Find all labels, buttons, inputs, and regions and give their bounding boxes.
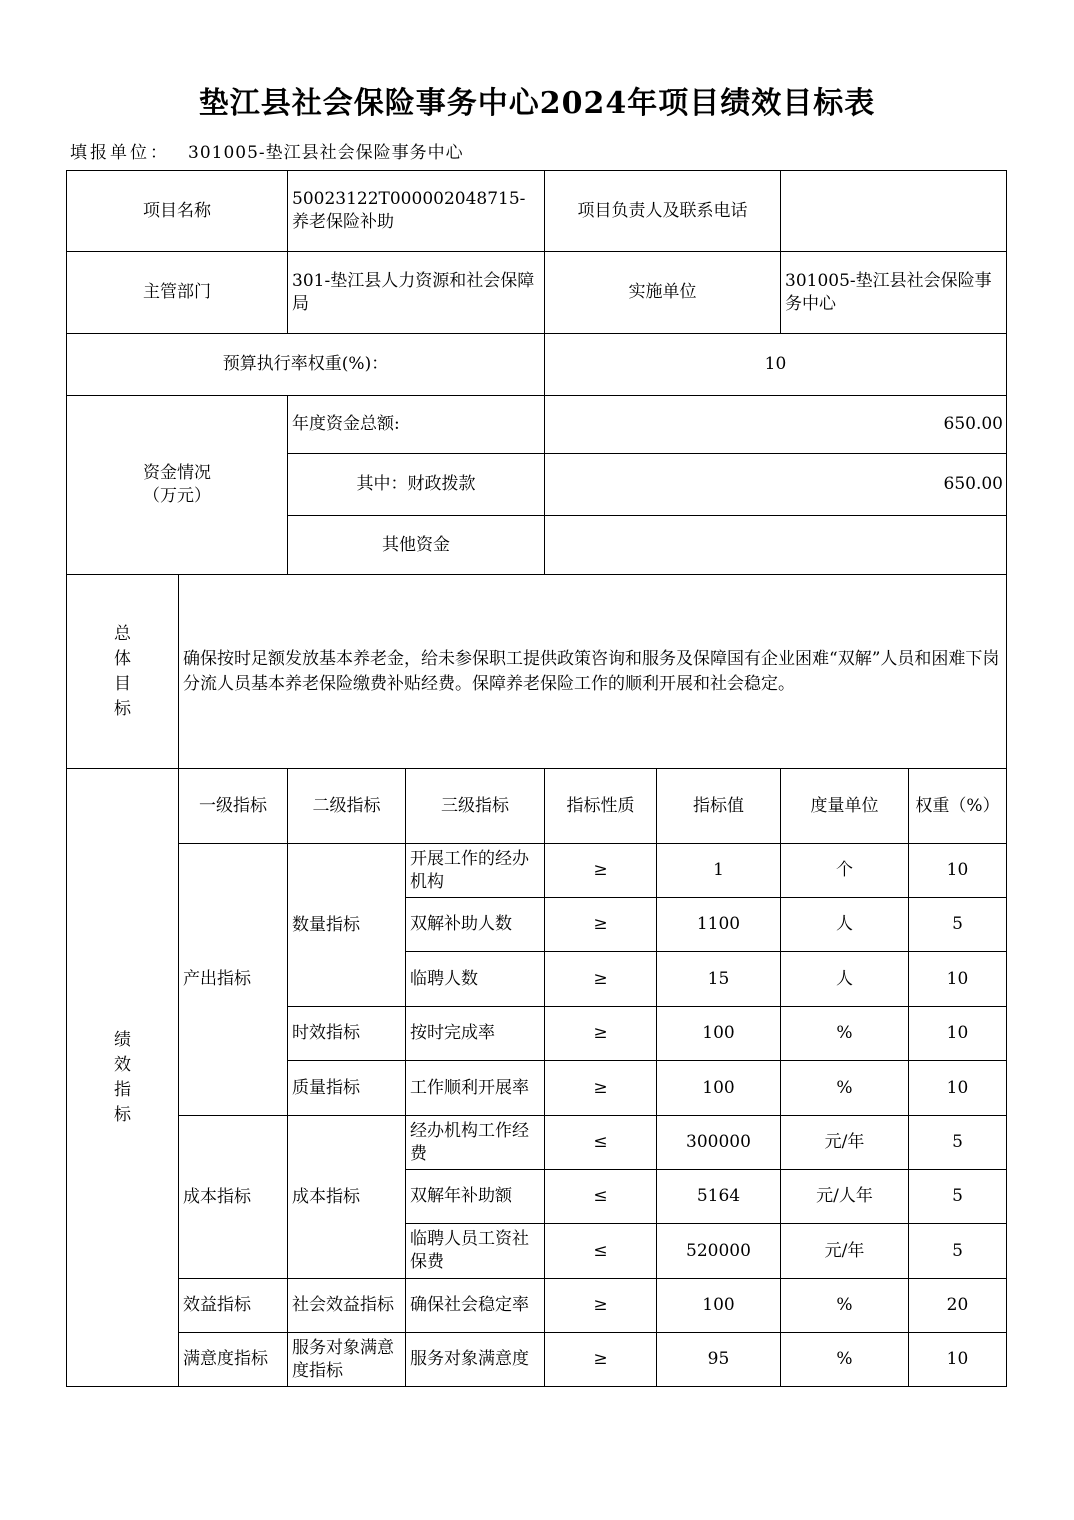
indicator-name: 临聘人员工资社保费 — [406, 1224, 545, 1279]
group-timeliness: 时效指标 — [288, 1007, 406, 1061]
funds-label-line2: （万元） — [143, 486, 211, 506]
indicator-value: 1100 — [657, 898, 781, 952]
indicator-unit: % — [781, 1007, 909, 1061]
fill-unit-label: 填报单位： — [70, 143, 170, 163]
goal-label-char: 总 — [114, 623, 131, 644]
perf-label-char: 效 — [114, 1054, 131, 1075]
indicator-op: ≥ — [545, 952, 657, 1007]
header-unit: 度量单位 — [781, 769, 909, 844]
funds-fiscal-value: 650.00 — [545, 454, 1007, 516]
header-value: 指标值 — [657, 769, 781, 844]
table-row — [67, 1279, 1007, 1333]
indicator-weight: 5 — [909, 1170, 1007, 1224]
indicator-value: 520000 — [657, 1224, 781, 1279]
impl-label: 实施单位 — [545, 252, 781, 334]
budget-weight-value: 10 — [545, 334, 1007, 396]
group-quality: 质量指标 — [288, 1061, 406, 1116]
indicator-unit: % — [781, 1333, 909, 1387]
indicator-name: 双解年补助额 — [406, 1170, 545, 1224]
row-project-name — [67, 171, 1007, 252]
group-cost-l2: 成本指标 — [288, 1116, 406, 1279]
funds-total-label: 年度资金总额: — [288, 396, 545, 454]
indicator-weight: 10 — [909, 1061, 1007, 1116]
indicator-value: 95 — [657, 1333, 781, 1387]
page-title: 垫江县社会保险事务中心2024年项目绩效目标表 — [198, 86, 876, 121]
indicator-op: ≥ — [545, 844, 657, 898]
header-level3: 三级指标 — [406, 769, 545, 844]
indicator-name: 按时完成率 — [406, 1007, 545, 1061]
perf-label-char: 绩 — [114, 1029, 131, 1050]
indicator-unit: % — [781, 1061, 909, 1116]
indicator-unit: 人 — [781, 952, 909, 1007]
indicator-name: 开展工作的经办机构 — [406, 844, 545, 898]
indicator-weight: 10 — [909, 952, 1007, 1007]
indicator-unit: % — [781, 1279, 909, 1333]
row-dept — [67, 252, 1007, 334]
perf-label-char: 指 — [114, 1079, 131, 1100]
indicator-value: 100 — [657, 1061, 781, 1116]
indicator-value: 100 — [657, 1279, 781, 1333]
indicator-op: ≤ — [545, 1224, 657, 1279]
funds-other-label: 其他资金 — [288, 516, 545, 575]
indicator-weight: 10 — [909, 844, 1007, 898]
row-funds-total — [67, 396, 1007, 454]
table-row — [67, 1116, 1007, 1170]
row-budget-weight — [67, 334, 1007, 396]
indicator-value: 15 — [657, 952, 781, 1007]
header-level1: 一级指标 — [179, 769, 288, 844]
group-benefit: 效益指标 — [179, 1279, 288, 1333]
indicator-value: 5164 — [657, 1170, 781, 1224]
group-service: 服务对象满意度指标 — [288, 1333, 406, 1387]
group-quantity: 数量指标 — [288, 844, 406, 1007]
goal-label-char: 标 — [114, 698, 131, 719]
indicator-unit: 个 — [781, 844, 909, 898]
indicator-weight: 5 — [909, 898, 1007, 952]
indicator-name: 经办机构工作经费 — [406, 1116, 545, 1170]
funds-label — [67, 396, 288, 575]
dept-label: 主管部门 — [67, 252, 288, 334]
indicator-name: 确保社会稳定率 — [406, 1279, 545, 1333]
indicator-op: ≥ — [545, 1061, 657, 1116]
funds-total-value: 650.00 — [545, 396, 1007, 454]
goal-label-char: 目 — [114, 673, 131, 694]
indicator-header-row — [67, 769, 1007, 844]
indicator-op: ≥ — [545, 1007, 657, 1061]
performance-table — [66, 170, 1007, 1387]
project-name-value: 50023122T000002048715-养老保险补助 — [288, 171, 545, 252]
indicator-value: 1 — [657, 844, 781, 898]
indicator-weight: 20 — [909, 1279, 1007, 1333]
performance-indicators-label — [67, 769, 179, 1387]
indicator-weight: 10 — [909, 1007, 1007, 1061]
perf-label-char: 标 — [114, 1104, 131, 1125]
indicator-op: ≥ — [545, 1279, 657, 1333]
header-level2: 二级指标 — [288, 769, 406, 844]
indicator-name: 服务对象满意度 — [406, 1333, 545, 1387]
budget-weight-label: 预算执行率权重(%)： — [67, 334, 545, 396]
group-output: 产出指标 — [179, 844, 288, 1116]
indicator-weight: 10 — [909, 1333, 1007, 1387]
indicator-name: 临聘人数 — [406, 952, 545, 1007]
indicator-op: ≥ — [545, 1333, 657, 1387]
indicator-weight: 5 — [909, 1224, 1007, 1279]
indicator-name: 双解补助人数 — [406, 898, 545, 952]
fill-unit — [70, 138, 464, 163]
dept-value: 301-垫江县人力资源和社会保障局 — [288, 252, 545, 334]
funds-label-line1: 资金情况 — [143, 463, 211, 483]
group-social: 社会效益指标 — [288, 1279, 406, 1333]
contact-label: 项目负责人及联系电话 — [545, 171, 781, 252]
table-row — [67, 1333, 1007, 1387]
header-weight: 权重（%） — [909, 769, 1007, 844]
overall-goal-label — [67, 575, 179, 769]
header-nature: 指标性质 — [545, 769, 657, 844]
group-satisfaction: 满意度指标 — [179, 1333, 288, 1387]
group-cost-l1: 成本指标 — [179, 1116, 288, 1279]
impl-value: 301005-垫江县社会保险事务中心 — [781, 252, 1007, 334]
contact-value — [781, 171, 1007, 252]
overall-goal-text: 确保按时足额发放基本养老金，给未参保职工提供政策咨询和服务及保障国有企业困难“双解”人员和困难下岗分流人员基本养老保险缴费补贴经费。保障养老保险工作的顺利开展和社会稳定。 — [179, 575, 1007, 769]
table-row — [67, 844, 1007, 898]
indicator-op: ≥ — [545, 898, 657, 952]
indicator-unit: 元/年 — [781, 1224, 909, 1279]
funds-other-value — [545, 516, 1007, 575]
funds-fiscal-label: 其中：财政拨款 — [288, 454, 545, 516]
indicator-op: ≤ — [545, 1170, 657, 1224]
indicator-unit: 元/年 — [781, 1116, 909, 1170]
indicator-name: 工作顺利开展率 — [406, 1061, 545, 1116]
indicator-op: ≤ — [545, 1116, 657, 1170]
indicator-unit: 人 — [781, 898, 909, 952]
indicator-value: 300000 — [657, 1116, 781, 1170]
row-overall-goal — [67, 575, 1007, 769]
fill-unit-value: 301005-垫江县社会保险事务中心 — [188, 143, 464, 163]
indicator-unit: 元/人年 — [781, 1170, 909, 1224]
indicator-weight: 5 — [909, 1116, 1007, 1170]
goal-label-char: 体 — [114, 648, 131, 669]
project-name-label: 项目名称 — [67, 171, 288, 252]
indicator-value: 100 — [657, 1007, 781, 1061]
